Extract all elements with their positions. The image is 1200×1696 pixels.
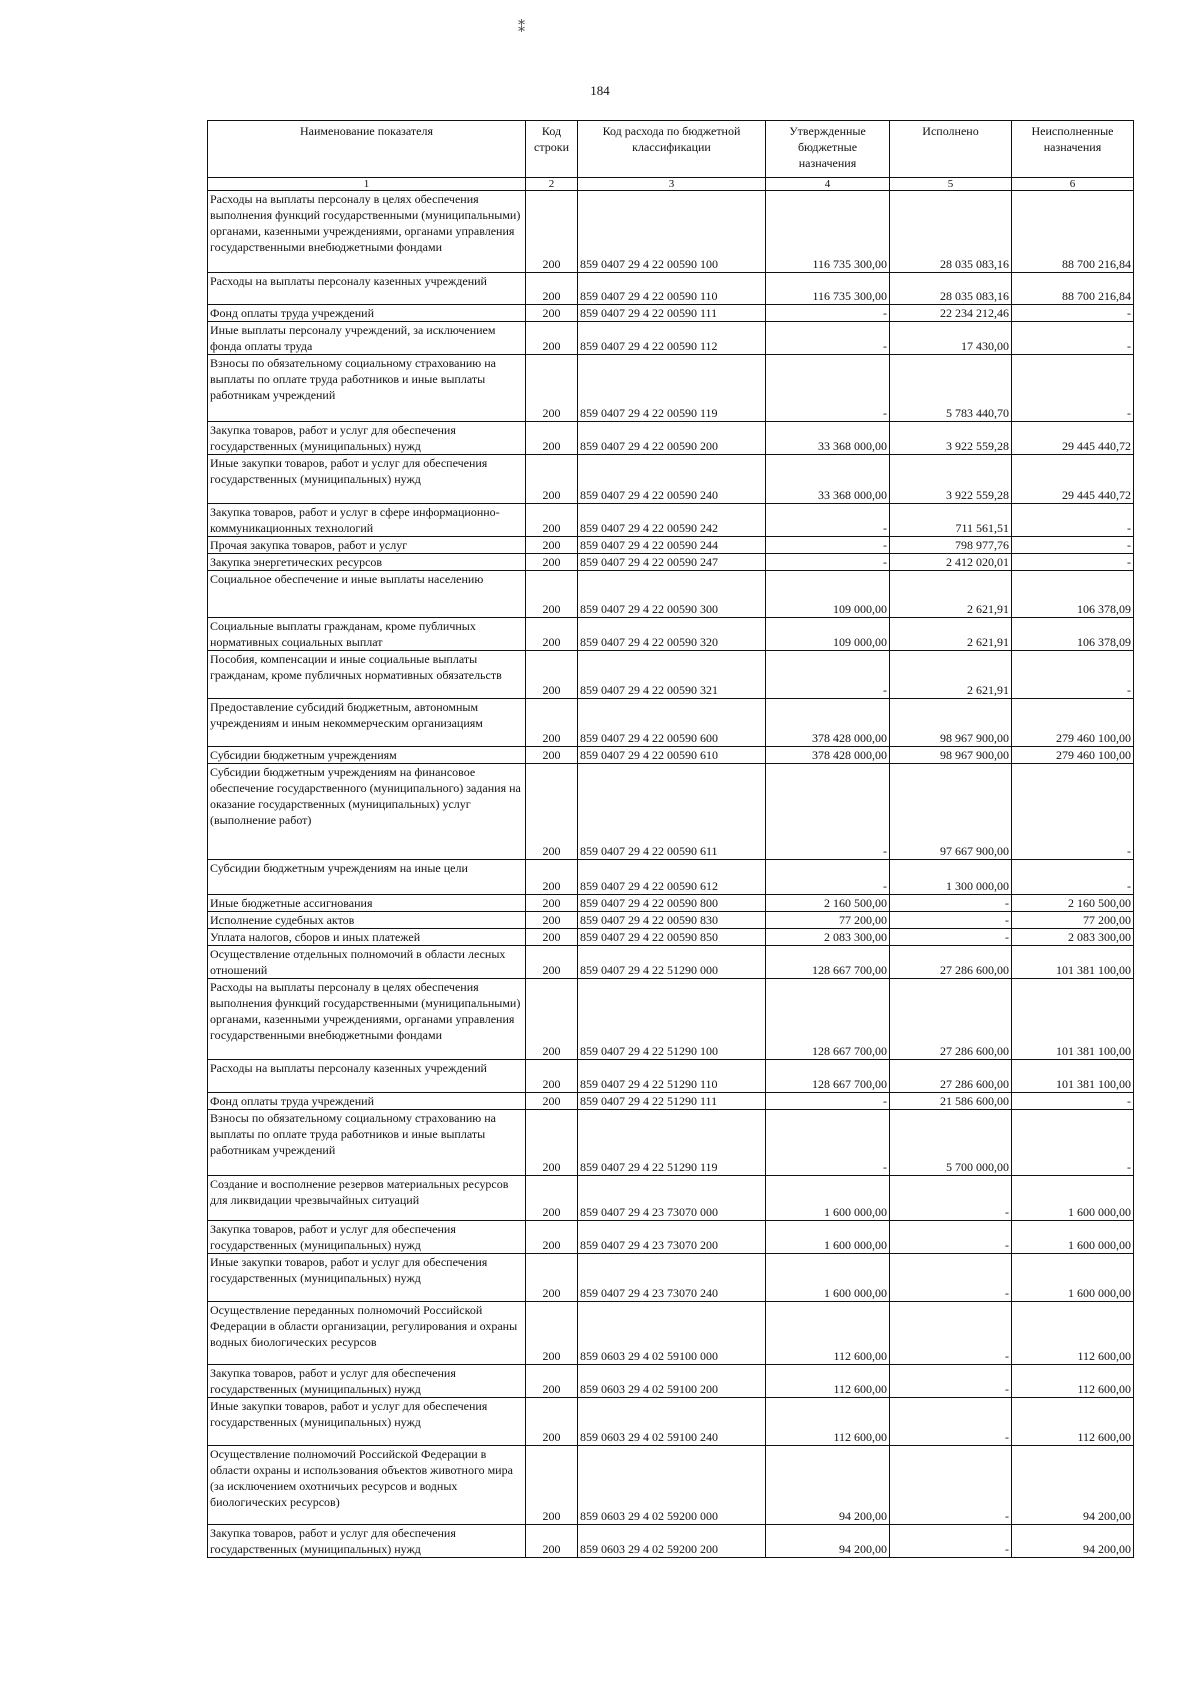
unexecuted-amount: 106 378,09: [1012, 618, 1134, 651]
row-code: 200: [526, 571, 578, 618]
unexecuted-amount: 29 445 440,72: [1012, 422, 1134, 455]
executed-amount: -: [890, 1254, 1012, 1302]
row-code: 200: [526, 979, 578, 1060]
row-name: Предоставление субсидий бюджетным, автономным учреждениям и иным некоммерческим организациям: [208, 699, 526, 747]
table-row: [208, 651, 1134, 699]
unexecuted-amount: -: [1012, 355, 1134, 422]
table-row: [208, 504, 1134, 537]
row-code: 200: [526, 554, 578, 571]
table-row: [208, 1254, 1134, 1302]
budget-code: 859 0407 29 4 22 00590 600: [578, 699, 766, 747]
executed-amount: -: [890, 1446, 1012, 1525]
unexecuted-amount: 29 445 440,72: [1012, 455, 1134, 504]
row-name: Создание и восполнение резервов материальных ресурсов для ликвидации чрезвычайных ситуаций: [208, 1176, 526, 1221]
table-row: [208, 946, 1134, 979]
row-name: Фонд оплаты труда учреждений: [208, 305, 526, 322]
executed-amount: -: [890, 929, 1012, 946]
unexecuted-amount: 1 600 000,00: [1012, 1254, 1134, 1302]
table-row: [208, 1176, 1134, 1221]
row-name: Иные закупки товаров, работ и услуг для обеспечения государственных (муниципальных) нужд: [208, 455, 526, 504]
table-body: [208, 191, 1134, 1558]
unexecuted-amount: 279 460 100,00: [1012, 699, 1134, 747]
budget-code: 859 0407 29 4 23 73070 240: [578, 1254, 766, 1302]
column-number: 4: [766, 178, 890, 191]
header-executed: Исполнено: [890, 121, 1012, 178]
table-row: [208, 191, 1134, 273]
row-name: Расходы на выплаты персоналу в целях обеспечения выполнения функций государственными (муниципальными) органами, казенными учреждениями, органами управления государственными внебюджетными фондами: [208, 191, 526, 273]
executed-amount: 3 922 559,28: [890, 422, 1012, 455]
approved-amount: -: [766, 355, 890, 422]
table-row: [208, 455, 1134, 504]
budget-code: 859 0407 29 4 22 00590 300: [578, 571, 766, 618]
row-code: 200: [526, 1093, 578, 1110]
approved-amount: 112 600,00: [766, 1365, 890, 1398]
row-name: Исполнение судебных актов: [208, 912, 526, 929]
approved-amount: 128 667 700,00: [766, 946, 890, 979]
unexecuted-amount: -: [1012, 651, 1134, 699]
row-code: 200: [526, 699, 578, 747]
executed-amount: 27 286 600,00: [890, 1060, 1012, 1093]
budget-code: 859 0407 29 4 22 00590 112: [578, 322, 766, 355]
unexecuted-amount: 101 381 100,00: [1012, 979, 1134, 1060]
row-code: 200: [526, 929, 578, 946]
table-row: [208, 747, 1134, 764]
budget-code: 859 0407 29 4 22 00590 830: [578, 912, 766, 929]
unexecuted-amount: 2 083 300,00: [1012, 929, 1134, 946]
row-code: 200: [526, 1398, 578, 1446]
column-number: 2: [526, 178, 578, 191]
table-row: [208, 1093, 1134, 1110]
table-row: [208, 1060, 1134, 1093]
row-code: 200: [526, 1060, 578, 1093]
unexecuted-amount: 106 378,09: [1012, 571, 1134, 618]
budget-code: 859 0407 29 4 22 00590 240: [578, 455, 766, 504]
budget-code: 859 0407 29 4 22 00590 111: [578, 305, 766, 322]
budget-code: 859 0407 29 4 22 51290 110: [578, 1060, 766, 1093]
approved-amount: -: [766, 504, 890, 537]
table-row: [208, 1398, 1134, 1446]
page-mark: ⁑: [518, 21, 525, 36]
row-name: Расходы на выплаты персоналу казенных учреждений: [208, 273, 526, 305]
approved-amount: 112 600,00: [766, 1398, 890, 1446]
row-name: Иные бюджетные ассигнования: [208, 895, 526, 912]
row-name: Иные выплаты персоналу учреждений, за исключением фонда оплаты труда: [208, 322, 526, 355]
unexecuted-amount: 88 700 216,84: [1012, 191, 1134, 273]
row-code: 200: [526, 305, 578, 322]
budget-code: 859 0407 29 4 22 00590 119: [578, 355, 766, 422]
budget-code: 859 0407 29 4 22 00590 850: [578, 929, 766, 946]
column-number: 3: [578, 178, 766, 191]
budget-code: 859 0407 29 4 22 00590 247: [578, 554, 766, 571]
approved-amount: 1 600 000,00: [766, 1221, 890, 1254]
approved-amount: 109 000,00: [766, 571, 890, 618]
table-row: [208, 1446, 1134, 1525]
approved-amount: 128 667 700,00: [766, 979, 890, 1060]
budget-code: 859 0407 29 4 22 00590 100: [578, 191, 766, 273]
unexecuted-amount: -: [1012, 1110, 1134, 1176]
row-name: Социальные выплаты гражданам, кроме публичных нормативных социальных выплат: [208, 618, 526, 651]
approved-amount: 94 200,00: [766, 1446, 890, 1525]
executed-amount: 28 035 083,16: [890, 191, 1012, 273]
unexecuted-amount: 112 600,00: [1012, 1398, 1134, 1446]
unexecuted-amount: -: [1012, 322, 1134, 355]
table-row: [208, 305, 1134, 322]
table-row: [208, 699, 1134, 747]
approved-amount: -: [766, 860, 890, 895]
budget-code: 859 0407 29 4 22 00590 800: [578, 895, 766, 912]
budget-code: 859 0407 29 4 22 00590 242: [578, 504, 766, 537]
budget-code: 859 0603 29 4 02 59200 200: [578, 1525, 766, 1558]
row-code: 200: [526, 618, 578, 651]
row-name: Расходы на выплаты персоналу в целях обеспечения выполнения функций государственными (муниципальными) органами, казенными учреждениями, органами управления государственными внебюджетными фондами: [208, 979, 526, 1060]
header-row-code: Код строки: [526, 121, 578, 178]
executed-amount: 2 412 020,01: [890, 554, 1012, 571]
budget-code: 859 0407 29 4 22 51290 119: [578, 1110, 766, 1176]
approved-amount: 1 600 000,00: [766, 1176, 890, 1221]
budget-code: 859 0407 29 4 22 00590 110: [578, 273, 766, 305]
row-code: 200: [526, 1110, 578, 1176]
row-name: Субсидии бюджетным учреждениям на финансовое обеспечение государственного (муниципального) задания на оказание государственных (муниципальных) услуг (выполнение работ): [208, 764, 526, 860]
approved-amount: -: [766, 1093, 890, 1110]
budget-code: 859 0603 29 4 02 59100 240: [578, 1398, 766, 1446]
budget-code: 859 0407 29 4 22 00590 200: [578, 422, 766, 455]
table-row: [208, 929, 1134, 946]
row-code: 200: [526, 651, 578, 699]
row-code: 200: [526, 747, 578, 764]
approved-amount: 109 000,00: [766, 618, 890, 651]
header-budget-code: Код расхода по бюджетной классификации: [578, 121, 766, 178]
unexecuted-amount: 101 381 100,00: [1012, 1060, 1134, 1093]
row-name: Осуществление отдельных полномочий в области лесных отношений: [208, 946, 526, 979]
budget-code: 859 0407 29 4 22 00590 611: [578, 764, 766, 860]
unexecuted-amount: -: [1012, 764, 1134, 860]
executed-amount: 2 621,91: [890, 571, 1012, 618]
table-row: [208, 1110, 1134, 1176]
row-code: 200: [526, 1446, 578, 1525]
approved-amount: 116 735 300,00: [766, 191, 890, 273]
row-code: 200: [526, 764, 578, 860]
executed-amount: 17 430,00: [890, 322, 1012, 355]
row-name: Закупка энергетических ресурсов: [208, 554, 526, 571]
budget-code: 859 0603 29 4 02 59100 200: [578, 1365, 766, 1398]
approved-amount: 94 200,00: [766, 1525, 890, 1558]
column-number-row: [208, 178, 1134, 191]
unexecuted-amount: -: [1012, 504, 1134, 537]
unexecuted-amount: -: [1012, 305, 1134, 322]
executed-amount: -: [890, 1525, 1012, 1558]
table-row: [208, 273, 1134, 305]
executed-amount: 1 300 000,00: [890, 860, 1012, 895]
approved-amount: 77 200,00: [766, 912, 890, 929]
row-name: Фонд оплаты труда учреждений: [208, 1093, 526, 1110]
unexecuted-amount: 112 600,00: [1012, 1302, 1134, 1365]
budget-code: 859 0407 29 4 22 00590 321: [578, 651, 766, 699]
row-code: 200: [526, 504, 578, 537]
executed-amount: 98 967 900,00: [890, 747, 1012, 764]
row-code: 200: [526, 1221, 578, 1254]
header-unexecuted: Неисполненные назначения: [1012, 121, 1134, 178]
table-row: [208, 1221, 1134, 1254]
approved-amount: 116 735 300,00: [766, 273, 890, 305]
approved-amount: 378 428 000,00: [766, 699, 890, 747]
budget-code: 859 0603 29 4 02 59200 000: [578, 1446, 766, 1525]
row-code: 200: [526, 860, 578, 895]
row-code: 200: [526, 537, 578, 554]
table-row: [208, 912, 1134, 929]
approved-amount: 378 428 000,00: [766, 747, 890, 764]
approved-amount: -: [766, 1110, 890, 1176]
row-name: Закупка товаров, работ и услуг в сфере информационно-коммуникационных технологий: [208, 504, 526, 537]
table-row: [208, 1525, 1134, 1558]
executed-amount: 27 286 600,00: [890, 979, 1012, 1060]
row-name: Осуществление полномочий Российской Федерации в области охраны и использования объектов животного мира (за исключением охотничьих ресурсов и водных биологических ресурсов): [208, 1446, 526, 1525]
unexecuted-amount: -: [1012, 860, 1134, 895]
row-code: 200: [526, 322, 578, 355]
budget-code: 859 0407 29 4 22 00590 610: [578, 747, 766, 764]
budget-code: 859 0407 29 4 22 00590 320: [578, 618, 766, 651]
executed-amount: 97 667 900,00: [890, 764, 1012, 860]
executed-amount: 98 967 900,00: [890, 699, 1012, 747]
unexecuted-amount: -: [1012, 554, 1134, 571]
expenditure-table: [207, 120, 1134, 1558]
executed-amount: 798 977,76: [890, 537, 1012, 554]
row-name: Субсидии бюджетным учреждениям: [208, 747, 526, 764]
row-code: 200: [526, 355, 578, 422]
unexecuted-amount: 1 600 000,00: [1012, 1176, 1134, 1221]
executed-amount: 22 234 212,46: [890, 305, 1012, 322]
approved-amount: 33 368 000,00: [766, 455, 890, 504]
row-code: 200: [526, 273, 578, 305]
row-name: Взносы по обязательному социальному страхованию на выплаты по оплате труда работников и иные выплаты работникам учреждений: [208, 1110, 526, 1176]
table-row: [208, 895, 1134, 912]
unexecuted-amount: 94 200,00: [1012, 1525, 1134, 1558]
table-row: [208, 422, 1134, 455]
executed-amount: -: [890, 912, 1012, 929]
approved-amount: 2 160 500,00: [766, 895, 890, 912]
unexecuted-amount: 88 700 216,84: [1012, 273, 1134, 305]
row-name: Взносы по обязательному социальному страхованию на выплаты по оплате труда работников и иные выплаты работникам учреждений: [208, 355, 526, 422]
row-name: Закупка товаров, работ и услуг для обеспечения государственных (муниципальных) нужд: [208, 1525, 526, 1558]
unexecuted-amount: 77 200,00: [1012, 912, 1134, 929]
table-row: [208, 860, 1134, 895]
executed-amount: 2 621,91: [890, 618, 1012, 651]
row-name: Пособия, компенсации и иные социальные выплаты гражданам, кроме публичных нормативных обязательств: [208, 651, 526, 699]
column-number: 6: [1012, 178, 1134, 191]
approved-amount: 112 600,00: [766, 1302, 890, 1365]
executed-amount: 5 783 440,70: [890, 355, 1012, 422]
executed-amount: -: [890, 1365, 1012, 1398]
unexecuted-amount: -: [1012, 1093, 1134, 1110]
approved-amount: 128 667 700,00: [766, 1060, 890, 1093]
row-code: 200: [526, 1525, 578, 1558]
row-code: 200: [526, 455, 578, 504]
budget-code: 859 0407 29 4 23 73070 200: [578, 1221, 766, 1254]
unexecuted-amount: 2 160 500,00: [1012, 895, 1134, 912]
table-row: [208, 554, 1134, 571]
column-number: 1: [208, 178, 526, 191]
approved-amount: -: [766, 537, 890, 554]
unexecuted-amount: 1 600 000,00: [1012, 1221, 1134, 1254]
unexecuted-amount: 101 381 100,00: [1012, 946, 1134, 979]
row-code: 200: [526, 895, 578, 912]
executed-amount: 711 561,51: [890, 504, 1012, 537]
executed-amount: 28 035 083,16: [890, 273, 1012, 305]
approved-amount: -: [766, 651, 890, 699]
row-name: Прочая закупка товаров, работ и услуг: [208, 537, 526, 554]
budget-code: 859 0407 29 4 22 51290 111: [578, 1093, 766, 1110]
row-name: Закупка товаров, работ и услуг для обеспечения государственных (муниципальных) нужд: [208, 1221, 526, 1254]
approved-amount: 33 368 000,00: [766, 422, 890, 455]
table-row: [208, 618, 1134, 651]
budget-code: 859 0407 29 4 22 00590 244: [578, 537, 766, 554]
executed-amount: 27 286 600,00: [890, 946, 1012, 979]
approved-amount: -: [766, 305, 890, 322]
executed-amount: -: [890, 1176, 1012, 1221]
table-row: [208, 571, 1134, 618]
row-code: 200: [526, 422, 578, 455]
table-row: [208, 1302, 1134, 1365]
row-code: 200: [526, 1365, 578, 1398]
row-code: 200: [526, 1254, 578, 1302]
header-name: Наименование показателя: [208, 121, 526, 178]
table-row: [208, 1365, 1134, 1398]
executed-amount: -: [890, 895, 1012, 912]
row-name: Иные закупки товаров, работ и услуг для обеспечения государственных (муниципальных) нужд: [208, 1254, 526, 1302]
row-code: 200: [526, 191, 578, 273]
budget-code: 859 0407 29 4 23 73070 000: [578, 1176, 766, 1221]
executed-amount: -: [890, 1221, 1012, 1254]
table-row: [208, 355, 1134, 422]
approved-amount: -: [766, 322, 890, 355]
row-name: Осуществление переданных полномочий Российской Федерации в области организации, регулирования и охраны водных биологических ресурсов: [208, 1302, 526, 1365]
approved-amount: 2 083 300,00: [766, 929, 890, 946]
budget-code: 859 0603 29 4 02 59100 000: [578, 1302, 766, 1365]
executed-amount: 5 700 000,00: [890, 1110, 1012, 1176]
page-number: 184: [590, 83, 610, 98]
table-row: [208, 979, 1134, 1060]
column-number: 5: [890, 178, 1012, 191]
row-name: Расходы на выплаты персоналу казенных учреждений: [208, 1060, 526, 1093]
row-name: Закупка товаров, работ и услуг для обеспечения государственных (муниципальных) нужд: [208, 422, 526, 455]
table-row: [208, 322, 1134, 355]
budget-code: 859 0407 29 4 22 00590 612: [578, 860, 766, 895]
executed-amount: 21 586 600,00: [890, 1093, 1012, 1110]
row-code: 200: [526, 946, 578, 979]
executed-amount: -: [890, 1302, 1012, 1365]
executed-amount: 3 922 559,28: [890, 455, 1012, 504]
approved-amount: -: [766, 554, 890, 571]
table-row: [208, 764, 1134, 860]
approved-amount: 1 600 000,00: [766, 1254, 890, 1302]
unexecuted-amount: 112 600,00: [1012, 1365, 1134, 1398]
row-code: 200: [526, 912, 578, 929]
row-name: Закупка товаров, работ и услуг для обеспечения государственных (муниципальных) нужд: [208, 1365, 526, 1398]
header-row: [208, 121, 1134, 178]
executed-amount: 2 621,91: [890, 651, 1012, 699]
row-name: Иные закупки товаров, работ и услуг для обеспечения государственных (муниципальных) нужд: [208, 1398, 526, 1446]
row-name: Субсидии бюджетным учреждениям на иные цели: [208, 860, 526, 895]
row-code: 200: [526, 1176, 578, 1221]
budget-code: 859 0407 29 4 22 51290 100: [578, 979, 766, 1060]
unexecuted-amount: 94 200,00: [1012, 1446, 1134, 1525]
unexecuted-amount: -: [1012, 537, 1134, 554]
row-name: Уплата налогов, сборов и иных платежей: [208, 929, 526, 946]
unexecuted-amount: 279 460 100,00: [1012, 747, 1134, 764]
header-approved: Утвержденные бюджетные назначения: [766, 121, 890, 178]
budget-code: 859 0407 29 4 22 51290 000: [578, 946, 766, 979]
executed-amount: -: [890, 1398, 1012, 1446]
row-code: 200: [526, 1302, 578, 1365]
row-name: Социальное обеспечение и иные выплаты населению: [208, 571, 526, 618]
table-row: [208, 537, 1134, 554]
approved-amount: -: [766, 764, 890, 860]
